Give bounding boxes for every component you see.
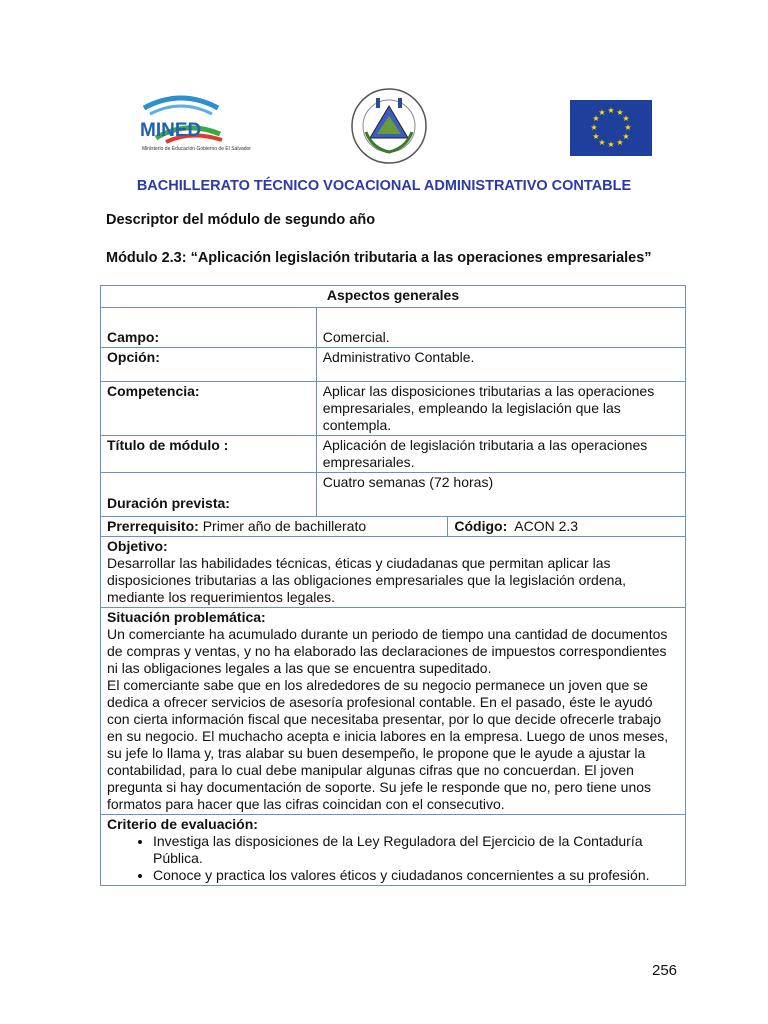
svg-text:★: ★ <box>616 108 624 117</box>
page-number: 256 <box>652 962 678 979</box>
situacion-cell <box>101 608 686 815</box>
prerrequisito-cell <box>101 517 448 537</box>
svg-text:★: ★ <box>592 114 600 123</box>
program-title: BACHILLERATO TÉCNICO VOCACIONAL ADMINISTRATIVO CONTABLE <box>136 178 632 194</box>
svg-text:★: ★ <box>616 138 624 147</box>
national-seal <box>346 86 432 166</box>
competencia-value: Aplicar las disposiciones tributarias a las operaciones empresariales, empleando la legislación que las contempla. <box>316 382 685 436</box>
opcion-value: Administrativo Contable. <box>316 348 685 382</box>
codigo-label: Código: <box>454 518 508 534</box>
criterio-cell <box>101 815 686 886</box>
svg-text:★: ★ <box>624 123 632 132</box>
svg-text:★: ★ <box>590 123 598 132</box>
descriptor-heading: Descriptor del módulo de segundo año <box>106 212 376 228</box>
situacion-label: Situación problemática: <box>107 609 266 625</box>
titulo-value: Aplicación de legislación tributaria a las operaciones empresariales. <box>316 436 685 473</box>
campo-label: Campo: <box>101 328 317 348</box>
criterio-list <box>107 833 679 884</box>
aspectos-header: Aspectos generales <box>101 286 686 308</box>
svg-text:★: ★ <box>622 114 630 123</box>
svg-text:★: ★ <box>607 140 615 149</box>
competencia-label: Competencia: <box>101 382 317 436</box>
codigo-value: ACON 2.3 <box>514 518 579 534</box>
prerrequisito-value: Primer año de bachillerato <box>202 518 367 534</box>
duracion-label: Duración prevista: <box>101 473 317 517</box>
objetivo-cell <box>101 537 686 608</box>
criterio-item: • Investiga las disposiciones de la Ley Reguladora del Ejercicio de la Contaduría Pública. <box>153 833 679 867</box>
prerrequisito-label: Prerrequisito: <box>107 518 199 534</box>
mined-logo <box>136 90 251 160</box>
svg-text:★: ★ <box>592 132 600 141</box>
module-table <box>100 285 686 886</box>
svg-text:★: ★ <box>598 108 606 117</box>
mined-logo-sub: Ministerio de Educación Gobierno de El Salvador <box>142 146 251 152</box>
duracion-value: Cuatro semanas (72 horas) <box>316 473 685 517</box>
situacion-paragraph-1: Un comerciante ha acumulado durante un periodo de tiempo una cantidad de documentos de compras y ventas, y no ha elaborado las declaraciones de impuestos correspondientes ni las obligaciones legales a las que se encuentra supeditado. <box>107 626 668 676</box>
situacion-paragraph-2: El comerciante sabe que en los alrededores de su negocio permanece un joven que se dedica a ofrecer servicios de asesoría profesional contable. En el pasado, éste le ayudó con cierta información fiscal que necesitaba presentar, por lo que decide ofrecerle trabajo en su negocio. El muchacho acepta e inicia labores en la empresa. Luego de unos meses, su jefe lo llama y, tras alabar su buen desempeño, le propone que le ayude a ajustar la contabilidad, para lo cual debe manipular algunas cifras que no concuerdan. El joven pregunta si hay documentación de soporte. Su jefe le responde que no, pero tiene unos formatos para hacer que las cifras coincidan con el consecutivo. <box>107 677 669 812</box>
codigo-cell <box>448 517 686 537</box>
objetivo-label: Objetivo: <box>107 538 168 554</box>
campo-value: Comercial. <box>316 328 685 348</box>
eu-flag <box>570 100 652 156</box>
logos-row <box>0 86 768 166</box>
mined-logo-text: MINED <box>140 120 202 141</box>
opcion-label: Opción: <box>101 348 317 382</box>
criterio-item: • Conoce y practica los valores éticos y ciudadanos concernientes a su profesión. <box>153 867 679 884</box>
module-heading: Módulo 2.3: “Aplicación legislación tributaria a las operaciones empresariales” <box>106 250 652 266</box>
svg-text:★: ★ <box>607 106 615 115</box>
svg-text:★: ★ <box>598 138 606 147</box>
svg-text:★: ★ <box>622 132 630 141</box>
criterio-label: Criterio de evaluación: <box>107 816 258 832</box>
titulo-label: Título de módulo : <box>101 436 317 473</box>
objetivo-text: Desarrollar las habilidades técnicas, éticas y ciudadanas que permitan aplicar las disposiciones tributarias a las obligaciones empresariales que la legislación ordena, mediante los requerimientos legales. <box>107 555 627 605</box>
